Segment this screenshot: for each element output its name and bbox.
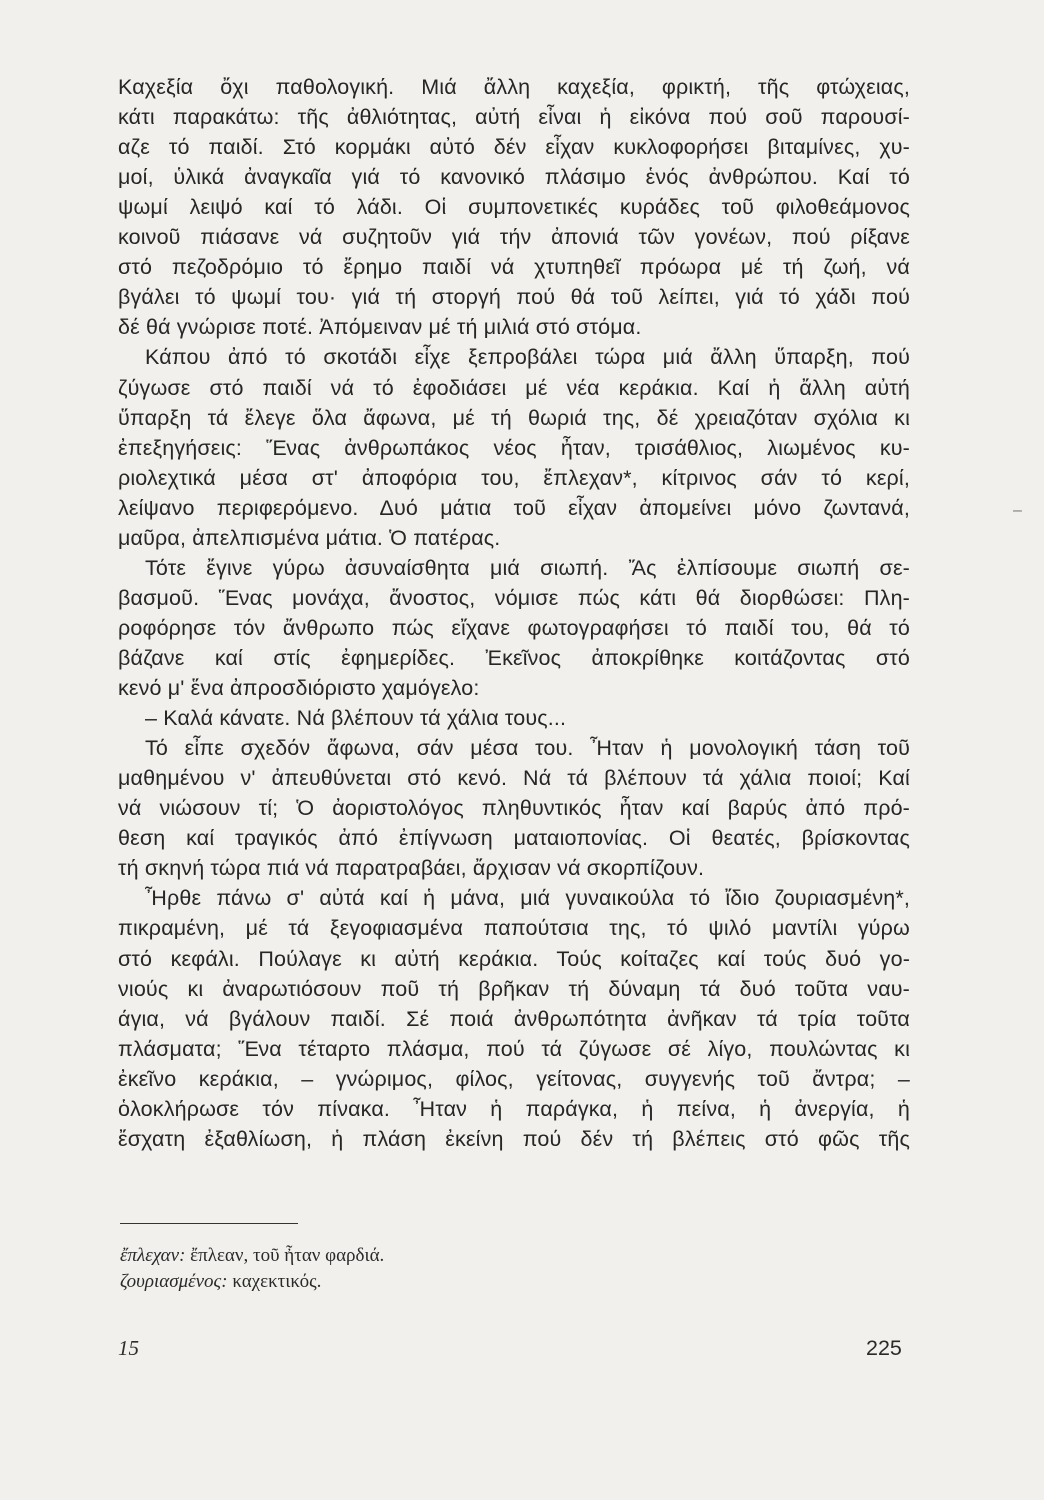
text-line: Τότε ἔγινε γύρω ἀσυναίσθητα μιά σιωπή. Ἄς ἐλπίσουμε σιωπή σε-: [145, 555, 910, 580]
text-line: αζε τό παιδί. Στό κορμάκι αὐτό δέν εἶχαν κυκλοφορήσει βιταμίνες, χυ-: [118, 135, 910, 160]
text-line: κάτι παρακάτω: τῆς ἀθλιότητας, αὐτή εἶναι ἡ εἰκόνα πού σοῦ παρουσί-: [118, 105, 910, 129]
text-line: στό κεφάλι. Πούλαγε κι αὐτή κεράκια. Τούς κοίταζες καί τούς δυό γο-: [118, 946, 910, 971]
signature-mark: 15: [118, 1336, 139, 1360]
text-line: ροφόρησε τόν ἄνθρωπο πώς εἴχανε φωτογραφήσει τό παιδί του, θά τό: [118, 615, 910, 640]
footnote-divider: [120, 1223, 298, 1224]
footnote: [120, 1243, 820, 1269]
text-line: Ἦρθε πάνω σ' αὐτά καί ἡ μάνα, μιά γυναικούλα τό ἴδιο ζουριασμένη*,: [145, 886, 910, 911]
page-number: 225: [866, 1336, 902, 1360]
text-line: ζύγωσε στό παιδί νά τό ἐφοδιάσει μέ νέα κεράκια. Καί ἡ ἄλλη αὐτή: [118, 375, 910, 400]
text-line: στό πεζοδρόμιο τό ἔρημο παιδί νά χτυπηθεῖ πρόωρα μέ τή ζωή, νά: [118, 255, 910, 280]
text-line: – Καλά κάνατε. Νά βλέπουν τά χάλια τους...: [145, 706, 567, 731]
text-line: μαῦρα, ἀπελπισμένα μάτια. Ὁ πατέρας.: [118, 525, 501, 550]
footnote-definition: καχεκτικός.: [232, 1271, 322, 1292]
text-line: ὁλοκλήρωσε τόν πίνακα. Ἦταν ἡ παράγκα, ἡ πείνα, ἡ ἀνεργία, ἡ: [118, 1096, 910, 1121]
text-line: πλάσματα; Ἕνα τέταρτο πλάσμα, πού τά ζύγωσε σέ λίγο, πουλώντας κι: [118, 1036, 910, 1061]
text-line: νιούς κι ἀναρωτιόσουν ποῦ τή βρῆκαν τή δύναμη τά δυό τοῦτα ναυ-: [118, 976, 910, 1001]
text-line: ριολεχτικά μέσα στ' ἀποφόρια του, ἔπλεχαν*, κίτρινος σάν τό κερί,: [118, 465, 910, 490]
text-line: Καχεξία ὄχι παθολογική. Μιά ἄλλη καχεξία, φρικτή, τῆς φτώχειας,: [118, 75, 910, 99]
text-line: πικραμένη, μέ τά ξεγοφιασμένα παπούτσια της, τό ψιλό μαντίλι γύρω: [118, 916, 910, 941]
text-line: ἐκεῖνο κεράκια, – γνώριμος, φίλος, γείτονας, συγγενής τοῦ ἄντρα; –: [118, 1066, 910, 1091]
text-line: άγια, νά βγάλουν παιδί. Σέ ποιά ἀνθρωπότητα ἀνῆκαν τά τρία τοῦτα: [118, 1006, 910, 1031]
text-line: βάζανε καί στίς ἐφημερίδες. Ἐκεῖνος ἀποκρίθηκε κοιτάζοντας στό: [118, 646, 910, 670]
text-line: Τό εἶπε σχεδόν ἄφωνα, σάν μέσα του. Ἦταν ἡ μονολογική τάση τοῦ: [145, 736, 910, 761]
text-line: βγάλει τό ψωμί του· γιά τή στοργή πού θά τοῦ λείπει, γιά τό χάδι πού: [118, 285, 910, 310]
footnote-term: ζουριασμένος:: [120, 1271, 228, 1292]
text-line: λείψανο περιφερόμενο. Δυό μάτια τοῦ εἶχαν ἀπομείνει μόνο ζωντανά,: [118, 495, 910, 520]
text-line: μαθημένου ν' ἀπευθύνεται στό κενό. Νά τά βλέπουν τά χάλια ποιοί; Καί: [118, 766, 910, 791]
text-line: νά νιώσουν τί; Ὁ ἀοριστολόγος πληθυντικός ἦταν καί βαρύς ἀπό πρό-: [118, 796, 910, 821]
text-line: θεση καί τραγικός ἀπό ἐπίγνωση ματαιοπονίας. Οἱ θεατές, βρίσκοντας: [118, 826, 910, 851]
text-line: δέ θά γνώρισε ποτέ. Ἀπόμειναν μέ τή μιλιά στό στόμα.: [118, 315, 642, 340]
margin-mark: –: [1013, 502, 1022, 519]
text-line: ψωμί λειψό καί τό λάδι. Οἱ συμπονετικές κυράδες τοῦ φιλοθεάμονος: [118, 195, 910, 220]
footnote-definition: ἔπλεαν, τοῦ ἦταν φαρδιά.: [190, 1245, 385, 1266]
text-line: κοινοῦ πιάσανε νά συζητοῦν γιά τήν ἀπονιά τῶν γονέων, πού ρίξανε: [118, 225, 910, 250]
text-line: ἐπεξηγήσεις: Ἕνας ἀνθρωπάκος νέος ἦταν, τρισάθλιος, λιωμένος κυ-: [118, 435, 910, 460]
text-line: βασμοῦ. Ἕνας μονάχα, ἄνοστος, νόμισε πώς κάτι θά διορθώσει: Πλη-: [118, 585, 910, 610]
footnote-term: ἔπλεχαν:: [120, 1245, 186, 1266]
text-line: τή σκηνή τώρα πιά νά παρατραβάει, ἄρχισαν νά σκορπίζουν.: [118, 856, 705, 881]
text-line: μοί, ὑλικά ἀναγκαῖα γιά τό κανονικό πλάσιμο ἑνός ἀνθρώπου. Καί τό: [118, 165, 910, 190]
text-line: ἔσχατη ἐξαθλίωση, ἡ πλάση ἐκείνη πού δέν τή βλέπεις στό φῶς τῆς: [118, 1126, 910, 1151]
text-line: κενό μ' ἕνα ἀπροσδιόριστο χαμόγελο:: [118, 676, 480, 700]
footnote: [120, 1269, 820, 1295]
text-line: Κάπου ἀπό τό σκοτάδι εἶχε ξεπροβάλει τώρα μιά ἄλλη ὕπαρξη, πού: [145, 345, 910, 370]
text-line: ὕπαρξη τά ἔλεγε ὅλα ἄφωνα, μέ τή θωριά της, δέ χρειαζόταν σχόλια κι: [118, 405, 910, 430]
